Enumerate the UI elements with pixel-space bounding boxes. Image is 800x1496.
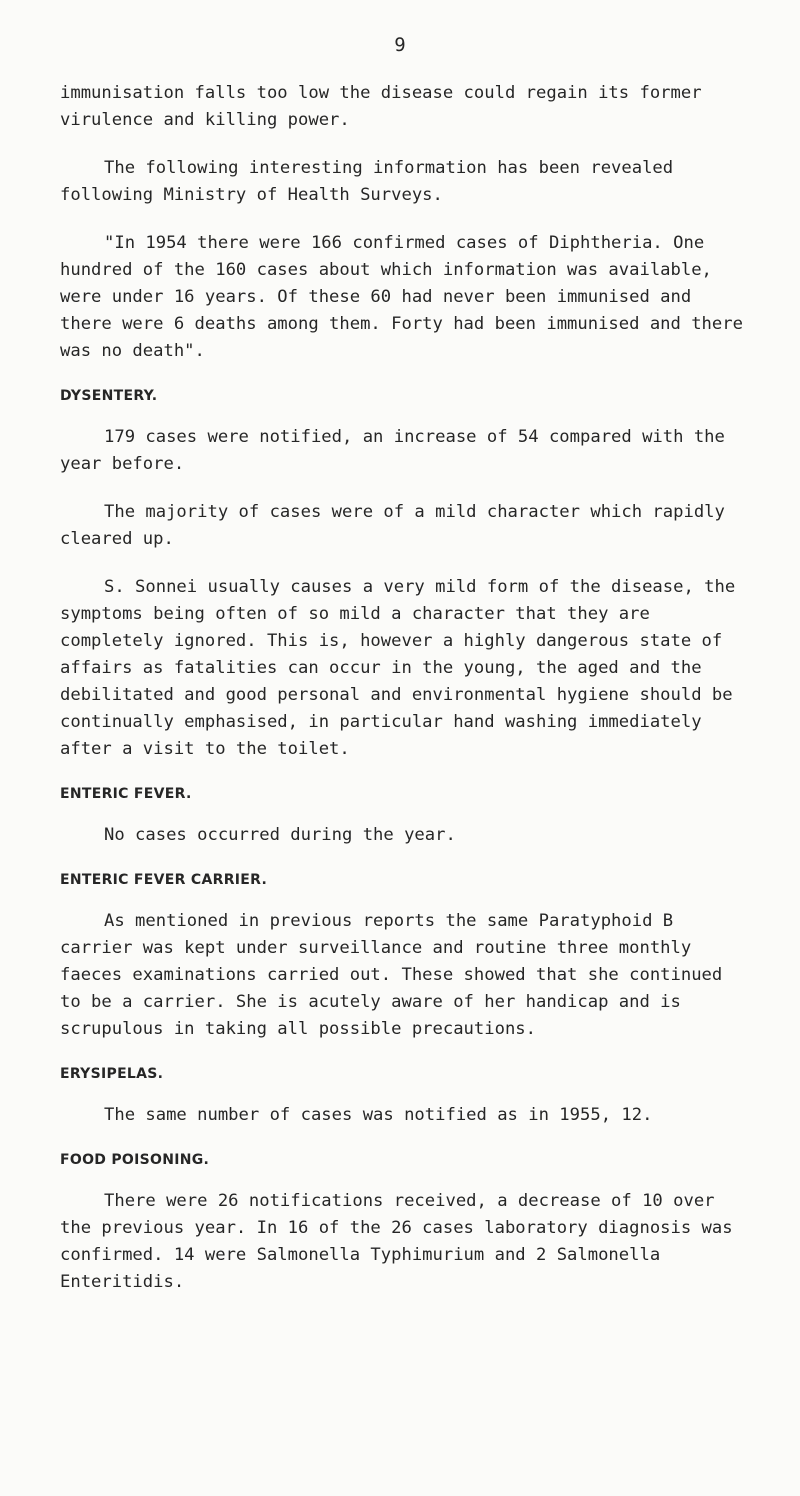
paragraph: 179 cases were notified, an increase of 54 compared with the year before. [60,427,725,474]
paragraph: As mentioned in previous reports the same Paratyphoid B carrier was kept under surveillance and routine three monthly faeces examinations carried out. These showed that she continued to be a carrier. She is acutely aware of her handicap and is scrupulous in taking all possible precautions. [60,911,723,1039]
paragraph: The following interesting information has been revealed following Ministry of Health Surveys. [60,158,674,205]
section-heading-erysipelas: ERYSIPELAS. [60,1066,164,1082]
paragraph: There were 26 notifications received, a decrease of 10 over the previous year. In 16 of the 26 cases laboratory diagnosis was confirmed. 14 were Salmonella Typhimurium and 2 Salmonella Enteritidis. [60,1191,733,1292]
section-heading-food-poisoning: FOOD POISONING. [60,1152,210,1168]
quoted-paragraph: "In 1954 there were 166 confirmed cases of Diphtheria. One hundred of the 160 cases about which information was available, were under 16 years. Of these 60 had never been immunised and there were 6 deaths among them. Forty had been immunised and there was no death". [60,233,743,361]
paragraph: immunisation falls too low the disease could regain its former virulence and killing power. [60,83,702,130]
paragraph: S. Sonnei usually causes a very mild form of the disease, the symptoms being often of so mild a character that they are completely ignored. This is, however a highly dangerous state of affairs as fatalities can occur in the young, the aged and the debilitated and good personal and environmental hygiene should be continually emphasised, in particular hand washing immediately after a visit to the toilet. [60,577,736,759]
paragraph: No cases occurred during the year. [104,825,456,845]
page-content [60,80,750,1317]
section-heading-enteric-fever-carrier: ENTERIC FEVER CARRIER. [60,872,268,888]
section-heading-enteric-fever: ENTERIC FEVER. [60,786,192,802]
page-number: 9 [394,34,406,56]
paragraph: The same number of cases was notified as in 1955, 12. [104,1105,653,1125]
section-heading-dysentery: DYSENTERY. [60,388,158,404]
paragraph: The majority of cases were of a mild character which rapidly cleared up. [60,502,725,549]
